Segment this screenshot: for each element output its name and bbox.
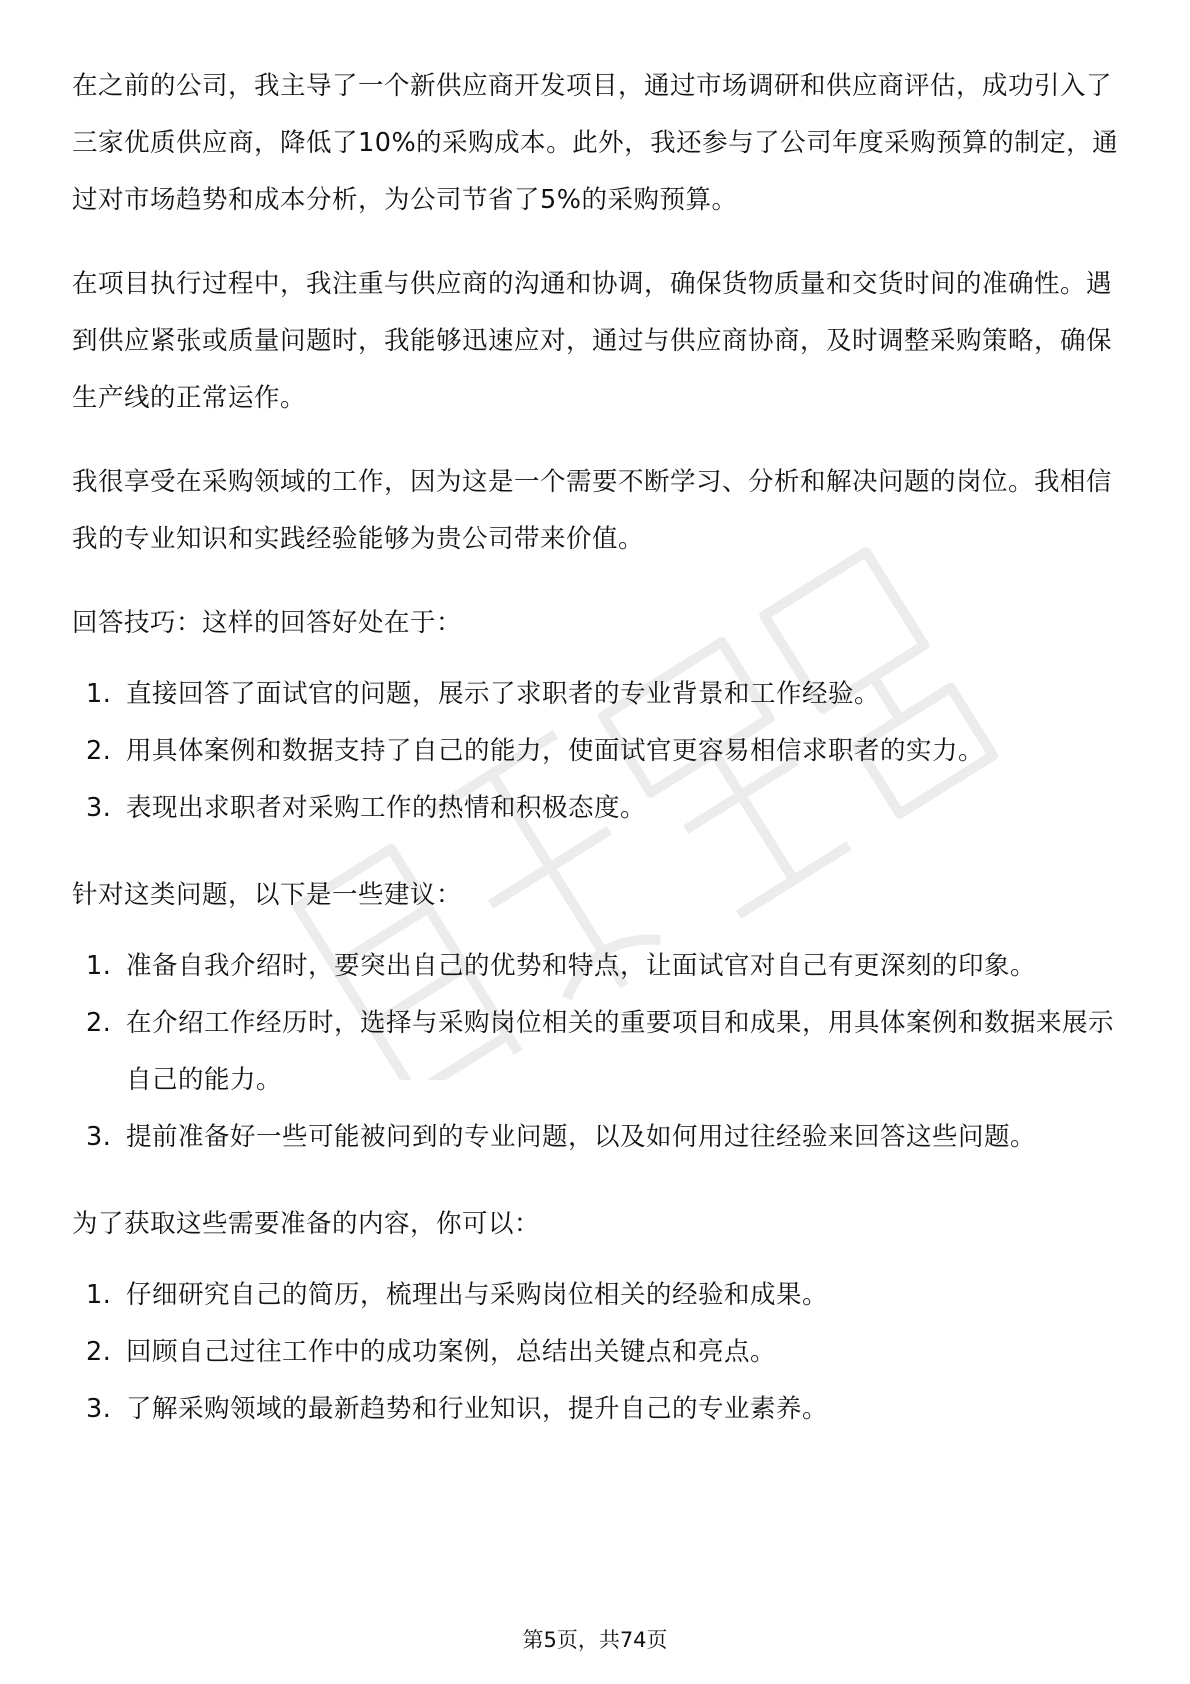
list-number: 1.: [86, 679, 112, 709]
list-number: 3.: [86, 1122, 112, 1152]
tips-heading: 回答技巧：这样的回答好处在于：: [72, 608, 463, 638]
paragraph-experience: 在之前的公司，我主导了一个新供应商开发项目，通过市场调研和供应商评估，成功引入了三家优质供应商，降低了10%的采购成本。此外，我还参与了公司年度采购预算的制定，通过对市场趋势和成本分析，为公司节省了5%的采购预算。: [72, 71, 1119, 215]
list-item: [72, 938, 1122, 995]
prep-list: [72, 1267, 1122, 1438]
list-text: 在介绍工作经历时，选择与采购岗位相关的重要项目和成果，用具体案例和数据来展示自己的能力。: [126, 1008, 1115, 1095]
paragraph-motivation: 我很享受在采购领域的工作，因为这是一个需要不断学习、分析和解决问题的岗位。我相信我的专业知识和实践经验能够为贵公司带来价值。: [72, 467, 1113, 554]
page-number: 第5页，共74页: [522, 1628, 668, 1652]
list-text: 提前准备好一些可能被问到的专业问题，以及如何用过往经验来回答这些问题。: [126, 1122, 1037, 1152]
list-number: 2.: [86, 1337, 112, 1367]
advice-list: [72, 938, 1122, 1166]
list-text: 仔细研究自己的简历，梳理出与采购岗位相关的经验和成果。: [126, 1280, 829, 1310]
prep-heading: 为了获取这些需要准备的内容，你可以：: [72, 1209, 541, 1239]
document-page: [72, 58, 1122, 1468]
list-item: [72, 1267, 1122, 1324]
list-number: 2.: [86, 1008, 112, 1038]
list-text: 了解采购领域的最新趋势和行业知识，提升自己的专业素养。: [126, 1394, 829, 1424]
list-number: 1.: [86, 951, 112, 981]
list-item: [72, 1324, 1122, 1381]
list-text: 直接回答了面试官的问题，展示了求职者的专业背景和工作经验。: [126, 679, 881, 709]
list-number: 1.: [86, 1280, 112, 1310]
list-number: 3.: [86, 793, 112, 823]
list-item: [72, 995, 1122, 1109]
list-text: 准备自我介绍时，要突出自己的优势和特点，让面试官对自己有更深刻的印象。: [126, 951, 1037, 981]
advice-heading: 针对这类问题，以下是一些建议：: [72, 880, 463, 910]
list-item: [72, 723, 1122, 780]
list-item: [72, 1109, 1122, 1166]
tips-list: [72, 666, 1122, 837]
list-item: [72, 1381, 1122, 1438]
list-number: 3.: [86, 1394, 112, 1424]
list-item: [72, 780, 1122, 837]
list-text: 用具体案例和数据支持了自己的能力，使面试官更容易相信求职者的实力。: [126, 736, 985, 766]
list-text: 回顾自己过往工作中的成功案例，总结出关键点和亮点。: [126, 1337, 777, 1367]
list-item: [72, 666, 1122, 723]
list-number: 2.: [86, 736, 112, 766]
list-text: 表现出求职者对采购工作的热情和积极态度。: [126, 793, 647, 823]
paragraph-execution: 在项目执行过程中，我注重与供应商的沟通和协调，确保货物质量和交货时间的准确性。遇到供应紧张或质量问题时，我能够迅速应对，通过与供应商协商，及时调整采购策略，确保生产线的正常运作。: [72, 269, 1113, 413]
